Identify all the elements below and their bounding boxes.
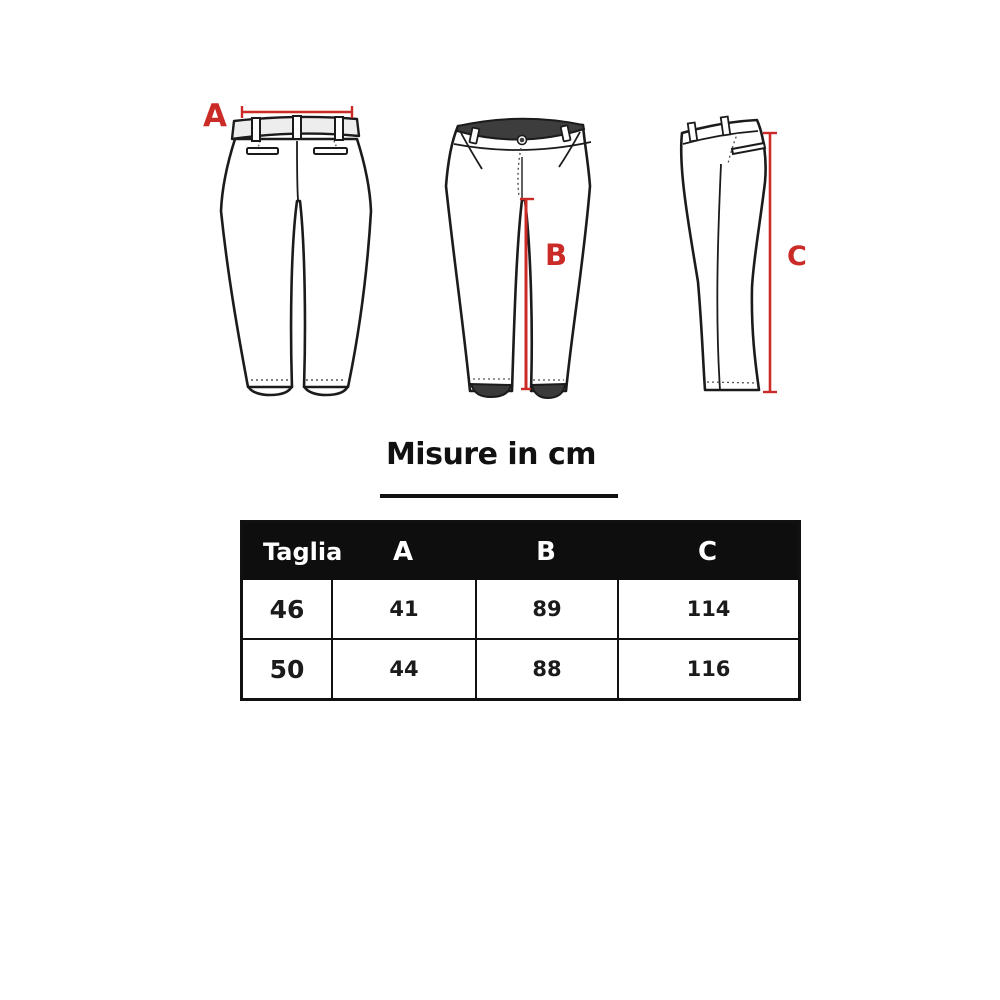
- value-cell-c: 114: [617, 580, 798, 638]
- title-underline: [380, 494, 618, 498]
- page-title: Misure in cm: [385, 437, 597, 472]
- value-cell-b: 88: [475, 640, 617, 698]
- pants-back-view-drawing: [198, 93, 373, 408]
- size-cell: 46: [269, 594, 305, 624]
- table-row-size-46: [243, 580, 798, 638]
- value-cell-c: 116: [617, 640, 798, 698]
- header-cell-c: C: [697, 536, 718, 567]
- size-table: [240, 520, 801, 701]
- size-table-header-row: [243, 523, 798, 580]
- size-cell: 50: [269, 654, 305, 684]
- header-cell-taglia: Taglia: [263, 537, 343, 566]
- value-cell-b: 89: [475, 580, 617, 638]
- table-row-size-50: [243, 638, 798, 698]
- value-cell-a: 44: [331, 640, 475, 698]
- measure-label-a: A: [203, 98, 227, 134]
- pants-front-view-drawing: [438, 108, 603, 408]
- measure-label-c: C: [787, 241, 807, 272]
- measure-label-b: B: [545, 238, 568, 272]
- header-cell-a: A: [392, 536, 414, 567]
- header-cell-b: B: [536, 536, 556, 567]
- value-cell-a: 41: [331, 580, 475, 638]
